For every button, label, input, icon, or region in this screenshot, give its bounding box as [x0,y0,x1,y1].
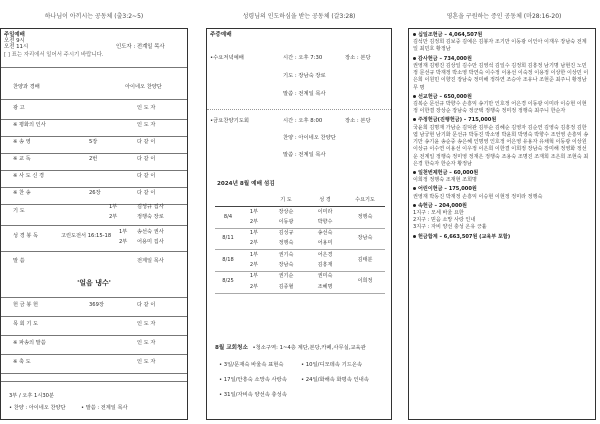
clean-item: • 24일/화해속 화평속 인내속 [301,377,369,383]
offering-names: 김복순 문선규 박향수 손흥익 송기만 인호정 어은경 이동광 이미라 이승현 이현정 이한결 장상순 장남숙 정군택 정행숙 정미정 정행숙 최주니 한순자 [413,100,587,115]
offering-item: 십일조헌금 – 4,064,507원 김석만 김정희 김보중 김예은 김봉자 조기만 이동광 이인아 이재우 장남숙 전계일 최민호 황정남 [413,32,591,54]
bullet-icon [413,235,416,238]
stand-note: [ ] 표는 자리에서 일어서 주시기 바랍니다. [4,51,104,58]
sunday-title: 주일예배 [4,32,25,38]
offering-names: 권영재 박동진 박재정 손흥익 이승현 이현정 정미라 정행숙 [413,193,543,200]
offering-names: 국윤희 김명재 가남순 김덕관 김부순 김혜순 김영자 김순연 김영숙 김흥정 김한엽 남궁현 남기화 문선규 박동진 박소영 박윤희 박영숙 박향수 조언영 손흥익 송기만 송기윤 송순중 송은혜 인명영 인호정 어은영 유용자 유채혁 이동광 이상원 이상규 이수연 이용선 이우정 이은희 이한결 이희정 장남숙 장미해 정영화 정선운 전계일 정행숙 정미영 정재은 정행숙 조용숙 조명진 조재희 조은희 조현숙 최은경 한숙자 한순자 황정남 [413,124,589,167]
col3-title: 영혼을 구원하는 증인 공동체 (마28:16-20) [446,13,562,20]
offering-names: 1지구 : 모세 바울 요한 2지구 : 믿음 소망 사랑 인내 3지구 : 자비 양선 충성 온유 긍휼 [413,210,487,231]
bullet-icon [413,57,416,60]
offering-names: 권영재 김병진 김상일 김수만 김영석 김일수 김정희 김흥정 남기명 남현진 노민정 문선규 박재정 박소영 박연숙 이수정 이용선 이숙정 이용정 이상한 이상민 이은희 이원민 이향진 장남숙 정미해 정하연 조승아 조유나 조현준 최주니 황정남 무 명 [413,62,589,91]
schedule-row: 8/18 1부 권기숙 어은경 김태분 [215,250,385,261]
sermon-title: '얼음 냉수' [77,279,111,287]
sunday-time-1: 오전 9시 [4,38,25,45]
schedule-row: 8/11 1부 김성규 송선숙 장남숙 [215,228,385,239]
sunday-time-2: 오전 11시 [4,44,29,51]
offering-item: 주정헌금(진행헌금) – 715,000원 국윤희 김명재 가남순 김덕관 김부순 김혜순 김영자 김순연 김영숙 김흥정 김한엽 남궁현 남기화 문선규 박동진 박소영 박윤희 박영숙 박향수 조언영 손흥익 송기만 송기윤 송순중 송은혜 인명영 인호정 어은영 유용자 유채혁 이동광 이상원 이상규 이수연 이용선 이우정 이은희 이한결 이희정 장남숙 장미해 정영화 정선운 전계일 정행숙 정미영 정재은 정행숙 조용숙 조명진 조재희 조은희 조현숙 최은경 한숙자 한순자 황정남 [413,117,591,168]
column-worship-order [0,0,188,424]
schedule-row: 2부 장남숙 김흥재 [215,261,385,272]
schedule-row: 2부 이동광 박향수 [215,218,385,229]
bullet-icon [413,204,416,207]
column-weekday-worship [206,0,392,424]
sunday-header [4,32,184,58]
col2-title: 성령님의 인도하심을 받는 공동체 (갈3:28) [242,13,356,20]
schedule-row: 8/25 1부 권기순 권미숙 이희정 [215,272,385,283]
schedule-title: 2024년 8월 예배 섬김 [217,181,275,187]
cleaning-title: 8월 교회청소 [215,345,248,351]
clean-item: • 10일/디모데속 기드온속 [301,362,363,368]
clean-item: • 3일/문재숙 바울속 표현숙 [219,362,284,368]
offering-item: 속헌금 – 204,000원 1지구 : 모세 바울 요한 2지구 : 믿음 소망 사랑 인내 3지구 : 자비 양선 충성 온유 긍휼 [413,203,591,232]
offering-names: 이희정 정행숙 조재현 조희명 [413,177,477,184]
offering-list [413,32,591,243]
schedule-row: 2부 정행숙 어용미 [215,239,385,250]
cleaning-area: •청소구역: 1~4층 계단,본당,카페,사무실,교육관 [252,345,366,351]
bullet-icon [413,171,416,174]
bullet-icon [413,187,416,190]
schedule-table [215,196,385,294]
offering-item: 감사헌금 – 734,000원 권영재 김병진 김상일 김수만 김영석 김일수 김정희 김흥정 남기명 남현진 노민정 문선규 박재정 박소영 박연숙 이수정 이용선 이숙정 이용정 이상한 이상민 이은희 이원민 이향진 장남숙 정미해 정하연 조승아 조유나 조현준 최주니 황정남 무 명 [413,56,591,92]
offering-item: 어린이헌금 – 175,000원 권영재 박동진 박재정 손흥익 이승현 이현정 정미라 정행숙 [413,186,591,200]
bullet-icon [413,95,416,98]
weekday-box: 주중예배 •수요저녁예배 시간 : 오후 7:30 장소 : 본당 기도 : 장남숙 장로 말씀 : 전계일 목사 •금요찬양기도회 시간 : 오후 8:00 장소 : 본당 찬양 : 아이네오 찬양단 말씀 : 전계일 목사 2024년 8월 예배 섬김 기 도 성 경 수요기도 8/4 1부 장상순 이미라 정행숙 2부 이동광 박향수 8/11 1부 김성규 송선숙 장남숙 2부 정행숙 어용미 8/18 1부 권기숙 어은경 김태분 2부 장남숙 김흥재 8/25 1부 권기순 권미숙 이희정 2부 김종혈 조혜명 8월 교회청소 •청소구역: 1~4층 계단,본당,카페,사무실,교육관 • 3일/문재숙 바울속 표현숙 • 10일/디모데속 기드온속 • 17일/안흥숙 소망속 사랑속 • 24일/화해속 화평속 인내속 • 31일/자비속 양선속 충성속 [206,28,392,420]
column-offering [408,0,600,424]
schedule-row: 2부 김종혈 조혜명 [215,282,385,293]
third-service: 3부 / 오후 1시30분 • 찬양 : 아이네오 찬양단 • 말씀 : 전계일 목사 [9,393,128,411]
offering-box [408,28,596,420]
weekday-title: 주중예배 [210,32,232,38]
worship-order-box: 주일예배 오전 9시 오전 11시 인도자 : 전계일 목사 [ ] 표는 자리에서 일어서 주시기 바랍니다. 찬양과 경배 아이네오 찬양단 광 고 인 도 자 ※ 평화의 인사 인 도 자 ※ 송 영 5장 다 같 이 ※ 교 독 2번 다 같 이 ※ 사 도 신 경 다 같 이 ※ 찬 송 26장 다 같 이 기 도 1부 김성규 집사 2부 정행숙 장로 성 경 봉 독 고린도전서 16:15-18 1부 송선숙 권사 2부 어용미 집사 말 씀 전계일 목사 '얼음 냉수' 헌 금 봉 헌 369장 다 같 이 목 회 기 도 인 도 자 ※ 파송의 말씀 인 도 자 ※ 축 도 인 도 자 3부 / 오후 1시30분 • 찬양 : 아이네오 찬양단 • 말씀 : 전계일 목사 [0,28,188,420]
bullet-icon [413,33,416,36]
offering-item: 헌금합계 – 6,663,507원 (교육부 포함) [413,234,591,241]
sunday-leader: 인도자 : 전계일 목사 [116,44,165,51]
clean-item: • 17일/안흥숙 소망속 사랑속 [219,377,287,383]
schedule-header: 기 도 성 경 수요기도 [215,196,385,207]
bullet-icon [413,118,416,121]
clean-item: • 31일/자비속 양선속 충성속 [219,392,287,398]
offering-item: 선교헌금 – 650,000원 김복순 문선규 박향수 손흥익 송기만 인호정 어은경 이동광 이미라 이승현 이현정 이한결 장상순 장남숙 정군택 정행숙 정미정 정행숙 최주니 한순자 [413,94,591,116]
col1-title: 하나님이 아끼시는 공동체 (출3:2~5) [44,13,144,20]
schedule-row: 8/4 1부 장상순 이미라 정행숙 [215,207,385,218]
offering-names: 김석만 김정희 김보중 김예은 김봉자 조기만 이동광 이인아 이재우 장남숙 전계일 최민호 황정남 [413,39,587,53]
offering-item: 일천번제헌금 – 60,000원 이희정 정행숙 조재현 조희명 [413,170,591,184]
